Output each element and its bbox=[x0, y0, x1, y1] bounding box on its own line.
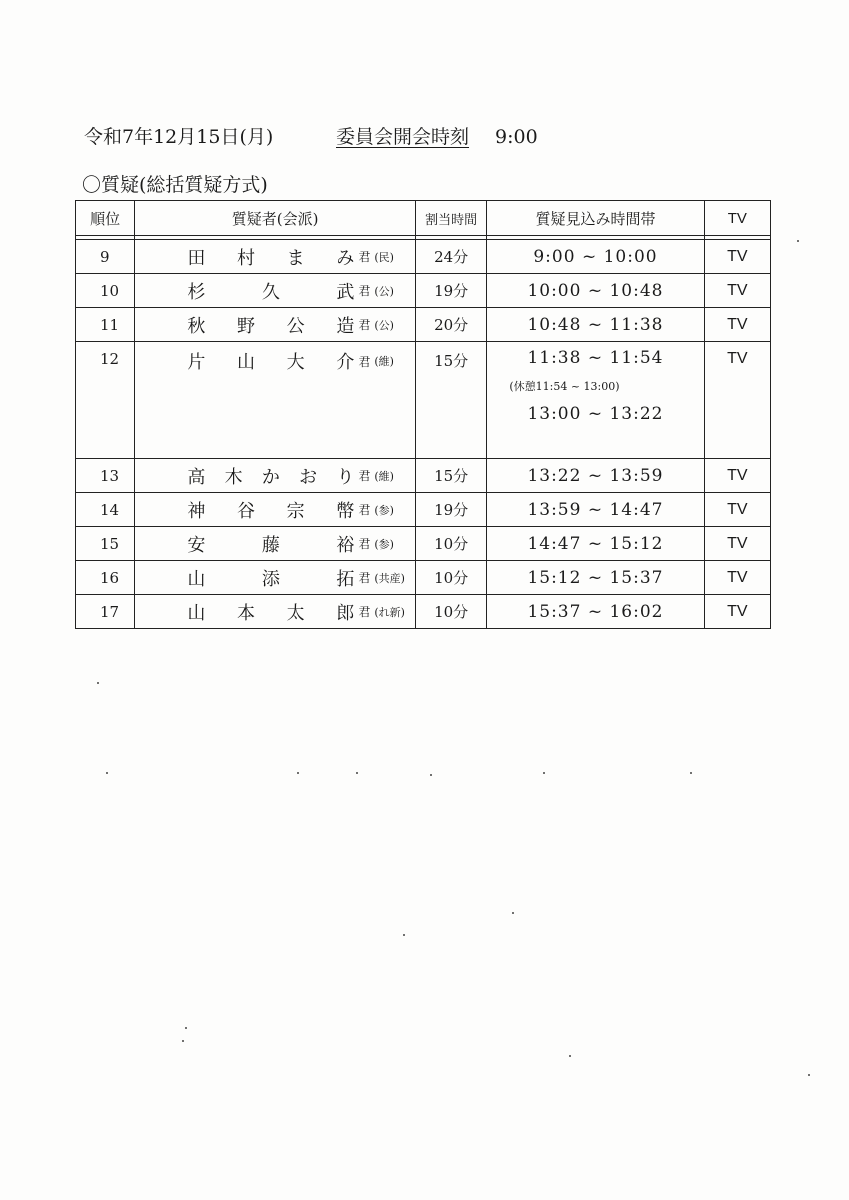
row-allocated-time: 10分 bbox=[415, 527, 486, 561]
scan-speck bbox=[512, 912, 514, 914]
party-badge: (維) bbox=[374, 469, 394, 483]
row-rank: 13 bbox=[76, 459, 135, 493]
table-row bbox=[76, 493, 771, 527]
row-questioner bbox=[135, 527, 416, 561]
row-allocated-time: 15分 bbox=[415, 459, 486, 493]
row-tv: TV bbox=[704, 493, 770, 527]
scan-speck bbox=[808, 1074, 810, 1076]
honorific: 君 bbox=[358, 503, 371, 517]
row-tv: TV bbox=[704, 527, 770, 561]
party-badge: (維) bbox=[374, 355, 394, 368]
row-allocated-time: 24分 bbox=[415, 240, 486, 274]
row-allocated-time: 10分 bbox=[415, 561, 486, 595]
row-tv: TV bbox=[704, 459, 770, 493]
row-questioner bbox=[135, 308, 416, 342]
scan-speck bbox=[690, 772, 692, 774]
row-questioner bbox=[135, 274, 416, 308]
row-questioner bbox=[135, 595, 416, 629]
row-rank: 11 bbox=[76, 308, 135, 342]
row-questioner bbox=[135, 240, 416, 274]
row-time-slot: 15:12 ~ 15:37 bbox=[487, 561, 704, 595]
table-row bbox=[76, 561, 771, 595]
row-questioner bbox=[135, 561, 416, 595]
row-time-slot bbox=[487, 342, 704, 459]
row-time-slot: 10:48 ~ 11:38 bbox=[487, 308, 704, 342]
questioner-name: 田村まみ bbox=[187, 247, 356, 269]
questioner-name: 神谷宗幣 bbox=[187, 500, 356, 522]
honorific: 君 bbox=[358, 605, 371, 619]
row-allocated-time: 20分 bbox=[415, 308, 486, 342]
party-badge: (参) bbox=[374, 537, 394, 551]
row-tv: TV bbox=[704, 274, 770, 308]
questioner-name: 山本太郎 bbox=[187, 602, 356, 624]
table-row bbox=[76, 459, 771, 493]
honorific: 君 bbox=[358, 469, 371, 483]
party-badge: (れ新) bbox=[374, 605, 405, 619]
row-rank: 9 bbox=[76, 240, 135, 274]
row-tv: TV bbox=[704, 342, 770, 459]
table-row bbox=[76, 595, 771, 629]
scan-speck bbox=[106, 772, 108, 774]
row-rank: 15 bbox=[76, 527, 135, 561]
row-tv: TV bbox=[704, 240, 770, 274]
header-tv: TV bbox=[704, 201, 770, 236]
break-note: (休憩11:54 ~ 13:00) bbox=[509, 380, 620, 393]
header-time-slot: 質疑見込み時間帯 bbox=[487, 201, 704, 236]
row-time-slot: 13:22 ~ 13:59 bbox=[487, 459, 704, 493]
row-allocated-time: 10分 bbox=[415, 595, 486, 629]
row-allocated-time: 15分 bbox=[415, 342, 486, 459]
questioner-name: 安藤裕 bbox=[187, 534, 356, 556]
row-tv: TV bbox=[704, 308, 770, 342]
table-row bbox=[76, 274, 771, 308]
honorific: 君 bbox=[358, 318, 371, 332]
date-line: 令和7年12月15日(月) bbox=[84, 126, 274, 148]
header-questioner: 質疑者(会派) bbox=[135, 201, 416, 236]
row-allocated-time: 19分 bbox=[415, 274, 486, 308]
table-row bbox=[76, 308, 771, 342]
header-rank: 順位 bbox=[76, 201, 135, 236]
scan-speck bbox=[797, 240, 799, 242]
party-badge: (参) bbox=[374, 503, 394, 517]
honorific: 君 bbox=[358, 571, 371, 585]
table-row bbox=[76, 342, 771, 459]
questioner-name: 片山大介 bbox=[187, 352, 356, 373]
honorific: 君 bbox=[358, 284, 371, 298]
table-row bbox=[76, 527, 771, 561]
scan-speck bbox=[97, 682, 99, 684]
scan-speck bbox=[543, 772, 545, 774]
meeting-start-time: 9:00 bbox=[495, 126, 538, 148]
row-rank: 10 bbox=[76, 274, 135, 308]
row-rank: 12 bbox=[76, 342, 135, 459]
meeting-start-label: 委員会開会時刻 bbox=[336, 126, 470, 148]
scan-speck bbox=[430, 774, 432, 776]
row-tv: TV bbox=[704, 595, 770, 629]
row-questioner bbox=[135, 342, 416, 459]
question-schedule-table bbox=[75, 200, 771, 629]
party-badge: (公) bbox=[374, 284, 394, 298]
row-questioner bbox=[135, 459, 416, 493]
party-badge: (公) bbox=[374, 318, 394, 332]
row-time-slot: 10:00 ~ 10:48 bbox=[487, 274, 704, 308]
questioner-name: 秋野公造 bbox=[187, 315, 356, 337]
scan-speck bbox=[297, 772, 299, 774]
party-badge: (民) bbox=[374, 250, 394, 264]
section-title: 〇質疑(総括質疑方式) bbox=[82, 174, 268, 196]
party-badge: (共産) bbox=[374, 571, 405, 585]
honorific: 君 bbox=[358, 537, 371, 551]
meeting-start bbox=[336, 122, 538, 149]
scan-speck bbox=[403, 934, 405, 936]
questioner-name: 杉久武 bbox=[187, 281, 356, 303]
table-header-row bbox=[76, 201, 771, 236]
row-allocated-time: 19分 bbox=[415, 493, 486, 527]
row-time-slot: 9:00 ~ 10:00 bbox=[487, 240, 704, 274]
time-slot-before-break: 11:38 ~ 11:54 bbox=[527, 348, 664, 368]
questioner-name: 高木かおり bbox=[187, 466, 356, 488]
row-rank: 17 bbox=[76, 595, 135, 629]
scan-speck bbox=[185, 1027, 187, 1029]
row-questioner bbox=[135, 493, 416, 527]
header-allocated-time: 割当時間 bbox=[415, 201, 486, 236]
questioner-name: 山添拓 bbox=[187, 568, 356, 590]
table-row bbox=[76, 240, 771, 274]
row-time-slot: 13:59 ~ 14:47 bbox=[487, 493, 704, 527]
row-time-slot: 15:37 ~ 16:02 bbox=[487, 595, 704, 629]
row-rank: 14 bbox=[76, 493, 135, 527]
honorific: 君 bbox=[358, 250, 371, 264]
row-time-slot: 14:47 ~ 15:12 bbox=[487, 527, 704, 561]
honorific: 君 bbox=[358, 354, 371, 369]
row-rank: 16 bbox=[76, 561, 135, 595]
scan-speck bbox=[569, 1055, 571, 1057]
scan-speck bbox=[356, 772, 358, 774]
time-slot-after-break: 13:00 ~ 13:22 bbox=[527, 404, 664, 424]
row-tv: TV bbox=[704, 561, 770, 595]
scan-speck bbox=[182, 1040, 184, 1042]
